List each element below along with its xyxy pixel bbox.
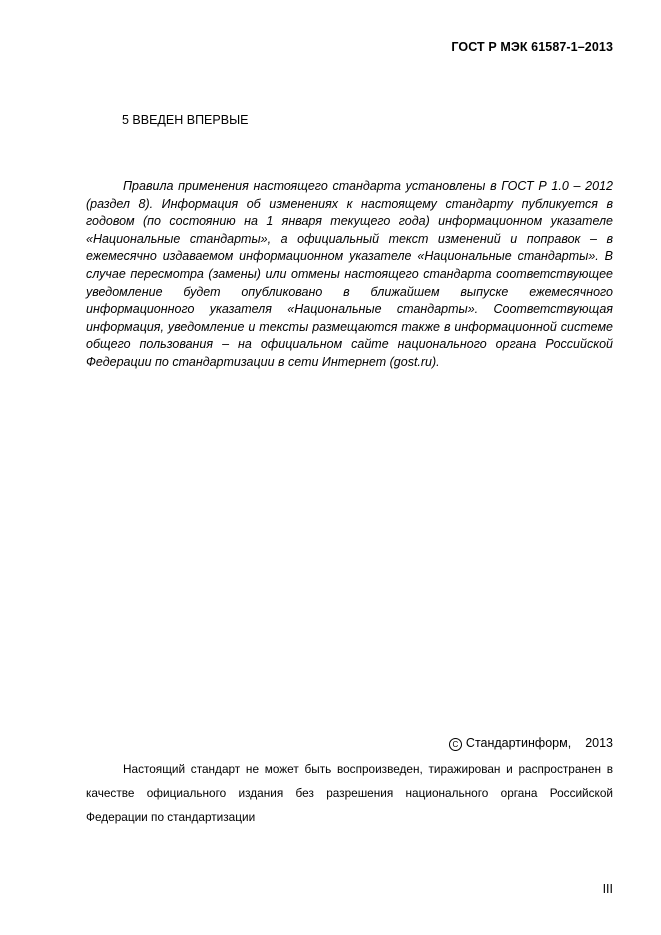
copyright-line — [449, 735, 613, 751]
reproduction-notice: Настоящий стандарт не может быть воспроизведен, тиражирован и распространен в качестве официального издания без разрешения национального органа Российской Федерации по стандартизации — [86, 762, 613, 824]
copyright-icon: C — [449, 738, 462, 751]
page-number: III — [602, 882, 613, 896]
document-id: ГОСТ Р МЭК 61587-1–2013 — [451, 40, 613, 54]
copyright-holder: Стандартинформ, — [465, 736, 572, 750]
copyright-year: 2013 — [585, 736, 613, 750]
rules-paragraph: Правила применения настоящего стандарта установлены в ГОСТ Р 1.0 – 2012 (раздел 8). Информация об изменениях к настоящему стандарту публикуется в годовом (по состоянию на 1 января текущего года) информационном указателе «Национальные стандарты», а официальный текст изменений и поправок – в ежемесячно издаваемом информационном указателе «Национальные стандарты». В случае пересмотра (замены) или отмены настоящего стандарта соответствующее уведомление будет опубликовано в ближайшем выпуске ежемесячного информационного указателя «Национальные стандарты». Соответствующая информация, уведомление и тексты размещаются также в информационной системе общего пользования – на официальном сайте национального органа Российской Федерации по стандартизации в сети Интернет (gost.ru). — [86, 179, 613, 369]
section-5-text: 5 ВВЕДЕН ВПЕРВЫЕ — [122, 113, 249, 127]
document-header — [451, 40, 613, 54]
section-5-heading — [122, 113, 248, 127]
